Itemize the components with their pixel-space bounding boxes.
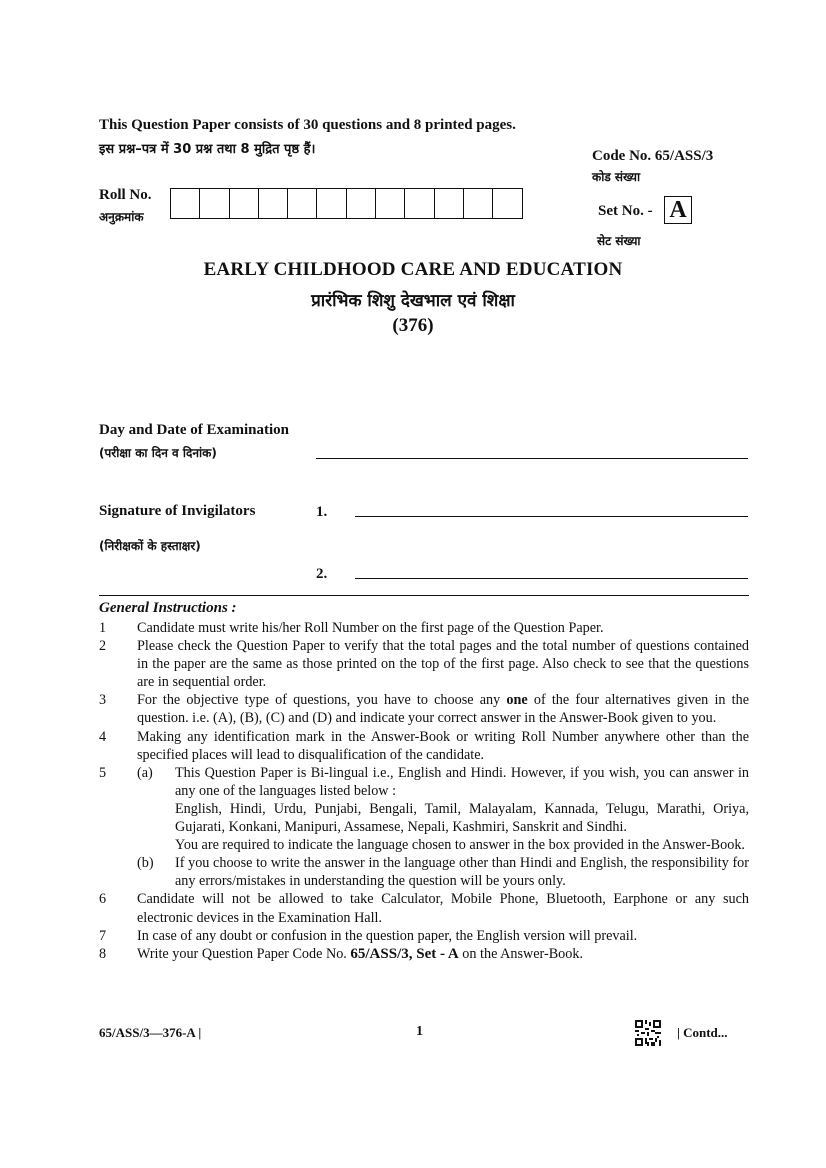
instructions-list bbox=[99, 619, 749, 963]
paper-code-emphasis: 65/ASS/3, Set - A bbox=[350, 945, 459, 962]
set-number-label: Set No. - bbox=[598, 203, 653, 219]
continued-marker: | Contd... bbox=[677, 1025, 728, 1040]
instruction-emphasis: one bbox=[506, 692, 528, 709]
instruction-text bbox=[137, 945, 749, 963]
code-number-hindi: कोड संख्या bbox=[592, 170, 641, 184]
language-list: English, Hindi, Urdu, Punjabi, Bengali, Tamil, Malayalam, Kannada, Telugu, Marathi, Oriya, Gujarati, Konkani, Manipuri, Assamese, Nepali, Kashmiri, Sanskrit and Sindhi. bbox=[175, 800, 749, 836]
instruction-text: This Question Paper is Bi-lingual i.e., English and Hindi. However, if you wish, you can answer in any one of the languages listed below : bbox=[175, 764, 749, 799]
day-date-label-hindi: (परीक्षा का दिन व दिनांक) bbox=[99, 446, 217, 460]
day-date-label: Day and Date of Examination bbox=[99, 422, 290, 438]
instruction-text-part: of the four alternatives given in the question. i.e. (A), (B), (C) and (D) and indicate your correct answer in the Answer-Book given to you. bbox=[137, 692, 749, 727]
pages-statement: This Question Paper consists of 30 questions and 8 printed pages. bbox=[99, 117, 516, 133]
instruction-subitem bbox=[137, 764, 749, 854]
instructions-heading: General Instructions : bbox=[99, 600, 237, 616]
page-number: 1 bbox=[416, 1024, 423, 1039]
divider bbox=[99, 595, 749, 596]
instruction-item bbox=[99, 619, 749, 637]
instruction-number: 8 bbox=[99, 945, 107, 962]
roll-number-boxes[interactable] bbox=[170, 188, 523, 219]
instruction-text: You are required to indicate the language chosen to answer in the box provided in the Answer-Book. bbox=[175, 837, 745, 854]
signature-line-2[interactable] bbox=[355, 578, 748, 579]
roll-number-cell[interactable] bbox=[200, 188, 229, 219]
instruction-number: 3 bbox=[99, 692, 107, 709]
signature-line-1[interactable] bbox=[355, 516, 748, 517]
qr-code-icon bbox=[635, 1020, 661, 1046]
code-number: Code No. 65/ASS/3 bbox=[592, 148, 714, 164]
instruction-text-part: on the Answer-Book. bbox=[458, 945, 583, 962]
subitem-label: (a) bbox=[137, 764, 153, 781]
instruction-item bbox=[99, 764, 749, 891]
instruction-number: 6 bbox=[99, 891, 107, 908]
instruction-subitem bbox=[137, 854, 749, 890]
instruction-item bbox=[99, 890, 749, 926]
instruction-subitems bbox=[137, 764, 749, 891]
roll-number-cell[interactable] bbox=[405, 188, 434, 219]
instruction-text: Candidate will not be allowed to take Calculator, Mobile Phone, Bluetooth, Earphone or any such electronic devices in the Examination Hall. bbox=[137, 891, 749, 926]
roll-number-cell[interactable] bbox=[464, 188, 493, 219]
instruction-item bbox=[99, 927, 749, 945]
instruction-text: Candidate must write his/her Roll Number on the first page of the Question Paper. bbox=[137, 620, 604, 636]
instruction-number: 7 bbox=[99, 927, 107, 944]
subject-title: EARLY CHILDHOOD CARE AND EDUCATION bbox=[203, 259, 623, 280]
subject-title-hindi: प्रारंभिक शिशु देखभाल एवं शिक्षा bbox=[311, 291, 515, 311]
instruction-text-part: Write your Question Paper Code No. bbox=[137, 945, 351, 962]
roll-number-label: Roll No. bbox=[99, 187, 152, 203]
roll-number-cell[interactable] bbox=[376, 188, 405, 219]
instruction-item bbox=[99, 691, 749, 727]
roll-number-cell[interactable] bbox=[171, 188, 200, 219]
signature-label: Signature of Invigilators bbox=[99, 503, 256, 519]
roll-number-cell[interactable] bbox=[259, 188, 288, 219]
set-number-hindi: सेट संख्या bbox=[597, 234, 641, 248]
signature-number-2: 2. bbox=[316, 566, 328, 582]
roll-number-label-hindi: अनुक्रमांक bbox=[99, 210, 144, 224]
instruction-text: In case of any doubt or confusion in the question paper, the English version will prevail. bbox=[137, 927, 638, 944]
instruction-text bbox=[137, 691, 749, 727]
instruction-number: 2 bbox=[99, 638, 107, 655]
set-number-box: A bbox=[664, 196, 692, 224]
roll-number-cell[interactable] bbox=[288, 188, 317, 219]
signature-number-1: 1. bbox=[316, 504, 328, 520]
subitem-label: (b) bbox=[137, 855, 154, 872]
instruction-text-part: For the objective type of questions, you have to choose any bbox=[137, 692, 507, 709]
day-date-line[interactable] bbox=[316, 458, 748, 459]
instruction-text: Please check the Question Paper to verify that the total pages and the total number of questions contained in the paper are the same as those printed on the top of the first page. Also check to see that the questions are in sequential order. bbox=[137, 638, 749, 691]
roll-number-cell[interactable] bbox=[317, 188, 346, 219]
instruction-item bbox=[99, 637, 749, 691]
instruction-text: Making any identification mark in the Answer-Book or writing Roll Number anywhere other than the specified places will lead to disqualification of the candidate. bbox=[137, 728, 749, 763]
instruction-item bbox=[99, 945, 749, 963]
roll-number-cell[interactable] bbox=[435, 188, 464, 219]
roll-number-cell[interactable] bbox=[230, 188, 259, 219]
instruction-item bbox=[99, 728, 749, 764]
subject-code: (376) bbox=[392, 315, 434, 336]
footer-code: 65/ASS/3—376-A | bbox=[99, 1025, 202, 1040]
pages-statement-hindi: इस प्रश्न–पत्र में 30 प्रश्न तथा 8 मुद्रित पृष्ठ हैं। bbox=[99, 142, 316, 157]
subitem-body bbox=[175, 764, 749, 854]
instruction-number: 1 bbox=[99, 620, 107, 636]
instruction-text: If you choose to write the answer in the language other than Hindi and English, the responsibility for any errors/mistakes in understanding the question will be yours only. bbox=[175, 855, 749, 890]
instruction-number: 5 bbox=[99, 764, 107, 781]
signature-label-hindi: (निरीक्षकों के हस्ताक्षर) bbox=[99, 539, 201, 553]
roll-number-cell[interactable] bbox=[347, 188, 376, 219]
roll-number-cell[interactable] bbox=[493, 188, 522, 219]
instruction-number: 4 bbox=[99, 728, 107, 745]
